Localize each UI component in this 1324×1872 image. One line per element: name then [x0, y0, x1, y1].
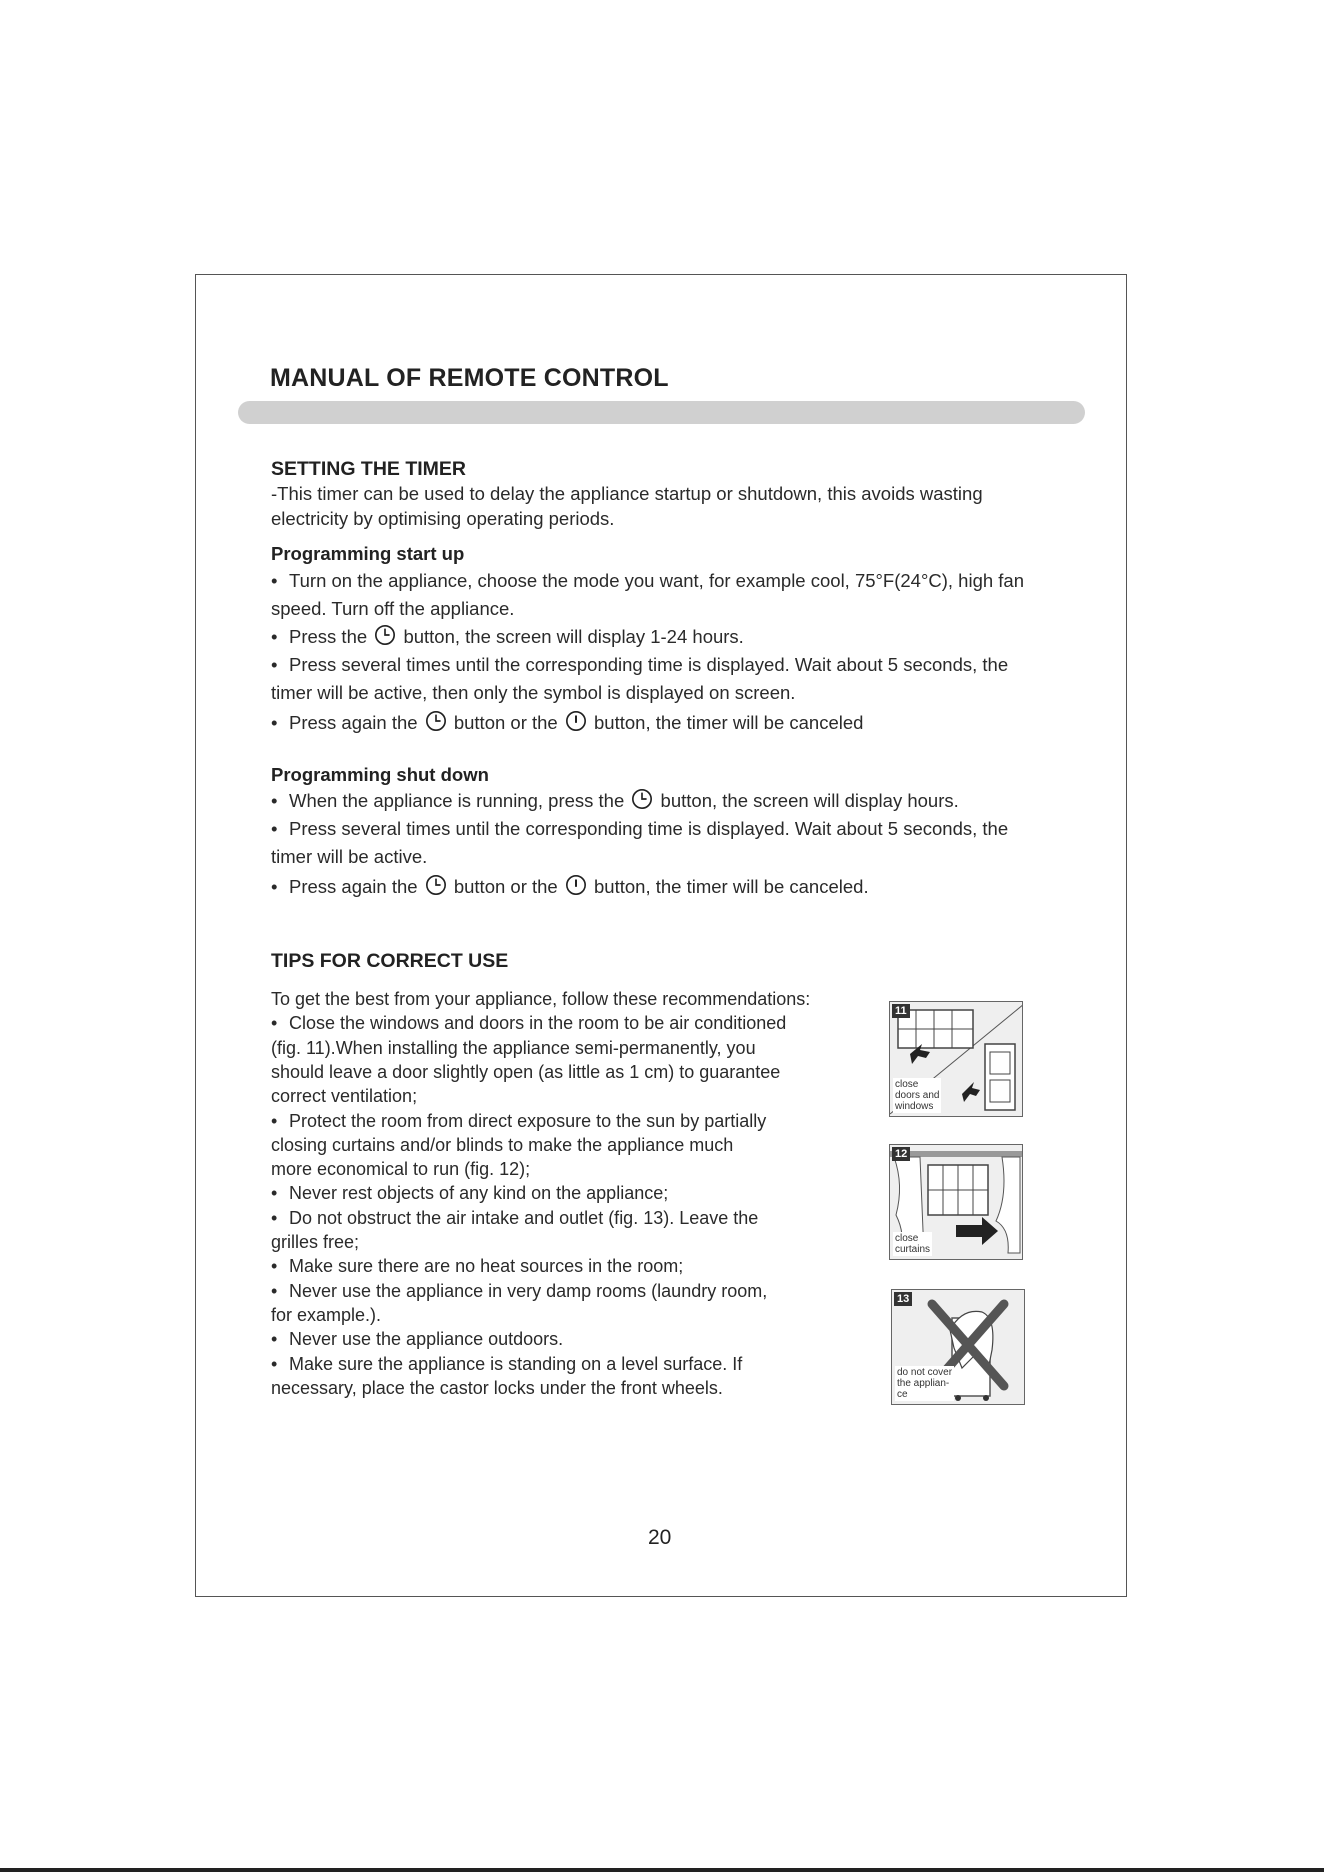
tips-line: • Close the windows and doors in the room to be air conditioned [271, 1013, 787, 1034]
startup-bullet-3-line-1: • Press several times until the corresponding time is displayed. Wait about 5 seconds, the [271, 654, 1009, 675]
page-number: 20 [648, 1526, 672, 1549]
page-title: MANUAL OF REMOTE CONTROL [270, 364, 669, 392]
startup-heading: Programming start up [271, 543, 465, 564]
timer-intro-line-1: -This timer can be used to delay the appliance startup or shutdown, this avoids wasting [271, 483, 983, 504]
tips-line: • Protect the room from direct exposure to the sun by partially [271, 1110, 767, 1131]
bullet: • [271, 1329, 278, 1350]
figure-number: 12 [892, 1147, 910, 1161]
bullet: • [271, 818, 278, 839]
bullet: • [271, 626, 278, 647]
figure-number: 13 [894, 1292, 912, 1306]
figure-11 [889, 1001, 1023, 1117]
shutdown-bullet-1: • When the appliance is running, press the button, the screen will display hours. [271, 790, 959, 811]
title-underline-bar [238, 401, 1085, 424]
bullet: • [271, 1013, 278, 1034]
startup-bullet-1-line-1: • Turn on the appliance, choose the mode you want, for example cool, 75°F(24°C), high fan [271, 570, 1025, 591]
shutdown-heading: Programming shut down [271, 764, 489, 785]
startup-bullet-2: • Press the button, the screen will display 1-24 hours. [271, 626, 744, 647]
tips-line: • Do not obstruct the air intake and outlet (fig. 13). Leave the [271, 1207, 759, 1228]
bullet: • [271, 876, 278, 897]
bullet: • [271, 1256, 278, 1277]
clock-icon [631, 788, 653, 810]
bullet: • [271, 712, 278, 733]
tips-line: • Make sure the appliance is standing on a level surface. If [271, 1353, 743, 1374]
figure-caption: close doors and windows [895, 1079, 940, 1112]
startup-bullet-3-line-2: timer will be active, then only the symbol is displayed on screen. [271, 682, 796, 703]
figure-number: 11 [892, 1004, 910, 1018]
bottom-edge-line [0, 1868, 1324, 1872]
tips-line: • Make sure there are no heat sources in the room; [271, 1256, 684, 1277]
tips-line: • Never use the appliance in very damp rooms (laundry room, [271, 1280, 768, 1301]
clock-icon [425, 874, 447, 896]
power-icon [565, 874, 587, 896]
figure-caption: do not cover the applian- ce [897, 1367, 953, 1400]
tips-line: closing curtains and/or blinds to make the appliance much [271, 1134, 734, 1155]
shutdown-bullet-2-line-1: • Press several times until the corresponding time is displayed. Wait about 5 seconds, the [271, 818, 1009, 839]
tips-line: To get the best from your appliance, follow these recommendations: [271, 989, 811, 1009]
bullet: • [271, 1353, 278, 1374]
bullet: • [271, 1110, 278, 1131]
tips-line: more economical to run (fig. 12); [271, 1159, 531, 1180]
bullet: • [271, 1183, 278, 1204]
bullet: • [271, 570, 278, 591]
clock-icon [374, 624, 396, 646]
tips-line: (fig. 11).When installing the appliance semi-permanently, you [271, 1037, 756, 1058]
shutdown-bullet-2-line-2: timer will be active. [271, 846, 428, 867]
tips-line: grilles free; [271, 1232, 360, 1252]
tips-line: necessary, place the castor locks under the front wheels. [271, 1377, 723, 1398]
startup-bullet-4: • Press again the button or the button, the timer will be canceled [271, 712, 864, 733]
startup-bullet-1-line-2: speed. Turn off the appliance. [271, 598, 515, 619]
power-icon [565, 710, 587, 732]
timer-heading: SETTING THE TIMER [271, 458, 466, 480]
clock-icon [425, 710, 447, 732]
figure-13 [891, 1289, 1025, 1405]
tips-heading: TIPS FOR CORRECT USE [271, 950, 509, 972]
shutdown-bullet-3: • Press again the button or the button, the timer will be canceled. [271, 876, 869, 897]
timer-intro-line-2: electricity by optimising operating periods. [271, 508, 615, 529]
bullet: • [271, 790, 278, 811]
bullet: • [271, 654, 278, 675]
figure-12 [889, 1144, 1023, 1260]
tips-line: for example.). [271, 1304, 382, 1325]
tips-line: correct ventilation; [271, 1086, 418, 1107]
tips-line: • Never use the appliance outdoors. [271, 1329, 564, 1350]
tips-line: should leave a door slightly open (as little as 1 cm) to guarantee [271, 1061, 781, 1082]
bullet: • [271, 1280, 278, 1301]
figure-caption: close curtains [895, 1233, 931, 1255]
tips-line: • Never rest objects of any kind on the appliance; [271, 1183, 669, 1204]
bullet: • [271, 1207, 278, 1228]
